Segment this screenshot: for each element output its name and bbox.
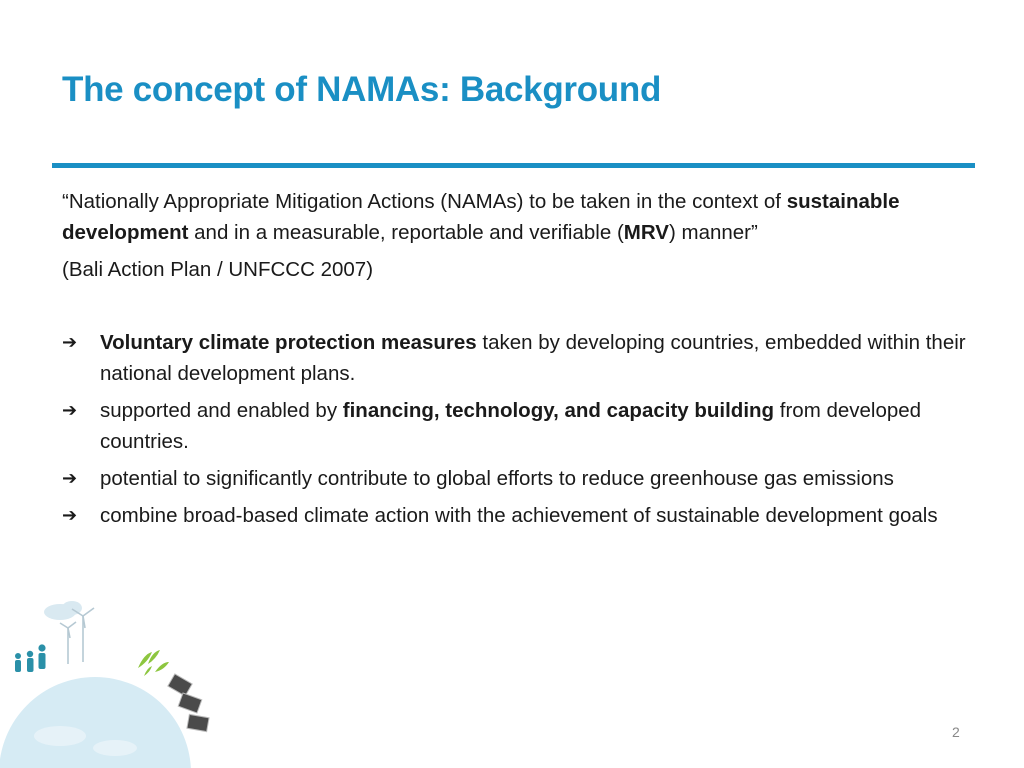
arrow-right-icon: ➔ [62,332,78,353]
bullet-bold: Voluntary climate protection measures [100,331,477,354]
definition-quote [62,186,997,248]
title-divider [52,163,975,168]
bullet-rest: from developed countries. [100,399,922,453]
arrow-right-icon: ➔ [62,400,78,421]
bullet-text: combine broad-based climate action with the achievement of sustainable development goals [100,504,938,527]
slide-title: The concept of NAMAs: Background [62,70,662,109]
arrow-right-icon: ➔ [62,468,78,489]
cloud-icon [44,601,82,620]
globe-icon [0,677,191,768]
arrow-right-icon: ➔ [62,505,78,526]
list-item [62,327,982,389]
bullet-bold: financing, technology, and capacity building [342,399,775,422]
quote-text-1: “Nationally Appropriate Mitigation Actions (NAMAs) to be taken in the context of [62,190,787,213]
quote-source: (Bali Action Plan / UNFCCC 2007) [62,258,374,281]
bullet-list [62,327,982,537]
page-number: 2 [952,724,960,740]
list-item [62,395,982,457]
quote-bold-sustainable: sustainable development [62,190,900,244]
bullet-pre: supported and enabled by [100,399,343,422]
bullet-text [100,395,982,457]
list-item [62,500,982,531]
list-item [62,463,982,494]
globe-illustration [0,598,240,768]
bullet-text [100,327,982,389]
quote-text-2: and in a measurable, reportable and verifiable ( [188,221,624,244]
quote-bold-mrv: MRV [623,221,669,244]
people-icon [15,644,46,672]
quote-text-3: ) manner” [668,221,758,244]
plant-icon [138,650,169,676]
bullet-rest: taken by developing countries, embedded within their national development plans. [100,331,966,385]
bullet-text: potential to significantly contribute to global efforts to reduce greenhouse gas emissions [100,467,894,490]
